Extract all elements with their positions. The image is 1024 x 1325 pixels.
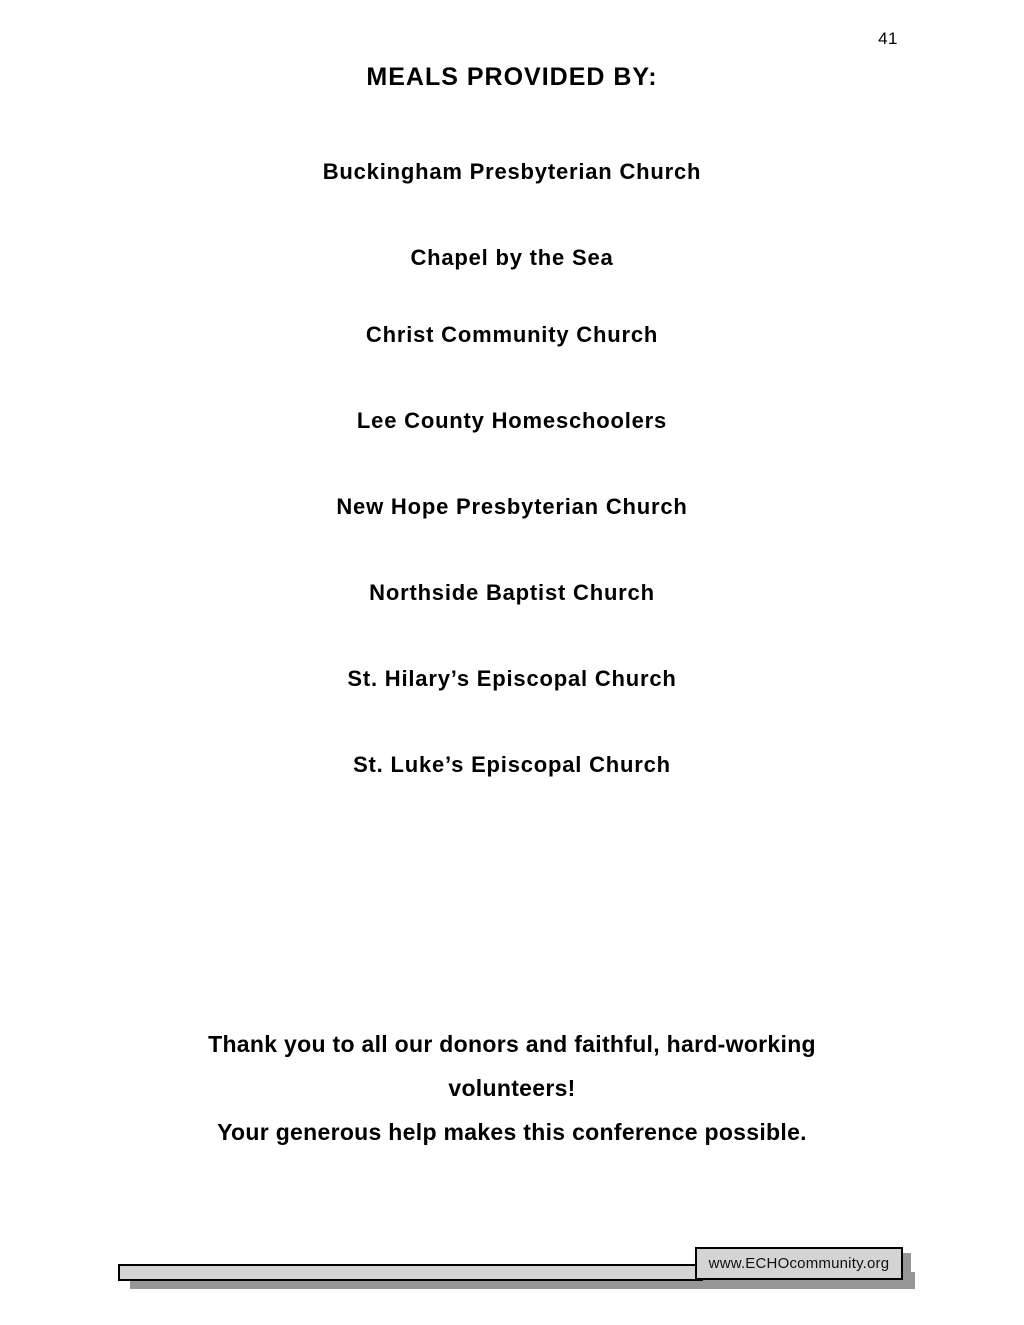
- meal-providers-list: [0, 160, 1024, 839]
- list-item: St. Luke’s Episcopal Church: [353, 752, 671, 777]
- list-item: Buckingham Presbyterian Church: [322, 159, 702, 184]
- thank-you-line-1: Thank you to all our donors and faithful, hard-working: [208, 1031, 816, 1057]
- footer-url-box: [695, 1247, 903, 1280]
- list-item: Lee County Homeschoolers: [356, 408, 668, 433]
- list-item: New Hope Presbyterian Church: [336, 494, 688, 519]
- list-item: Christ Community Church: [365, 322, 659, 347]
- page-number: 41: [878, 29, 898, 48]
- list-item: St. Hilary’s Episcopal Church: [347, 666, 677, 691]
- footer-url: www.ECHOcommunity.org: [708, 1255, 890, 1272]
- thank-you-line-3: Your generous help makes this conference possible.: [217, 1119, 807, 1145]
- page-title: MEALS PROVIDED BY:: [366, 63, 658, 91]
- list-item: Northside Baptist Church: [369, 580, 655, 605]
- list-item: Chapel by the Sea: [410, 245, 614, 270]
- thank-you-note: [0, 1022, 1024, 1154]
- thank-you-line-2: volunteers!: [448, 1075, 576, 1101]
